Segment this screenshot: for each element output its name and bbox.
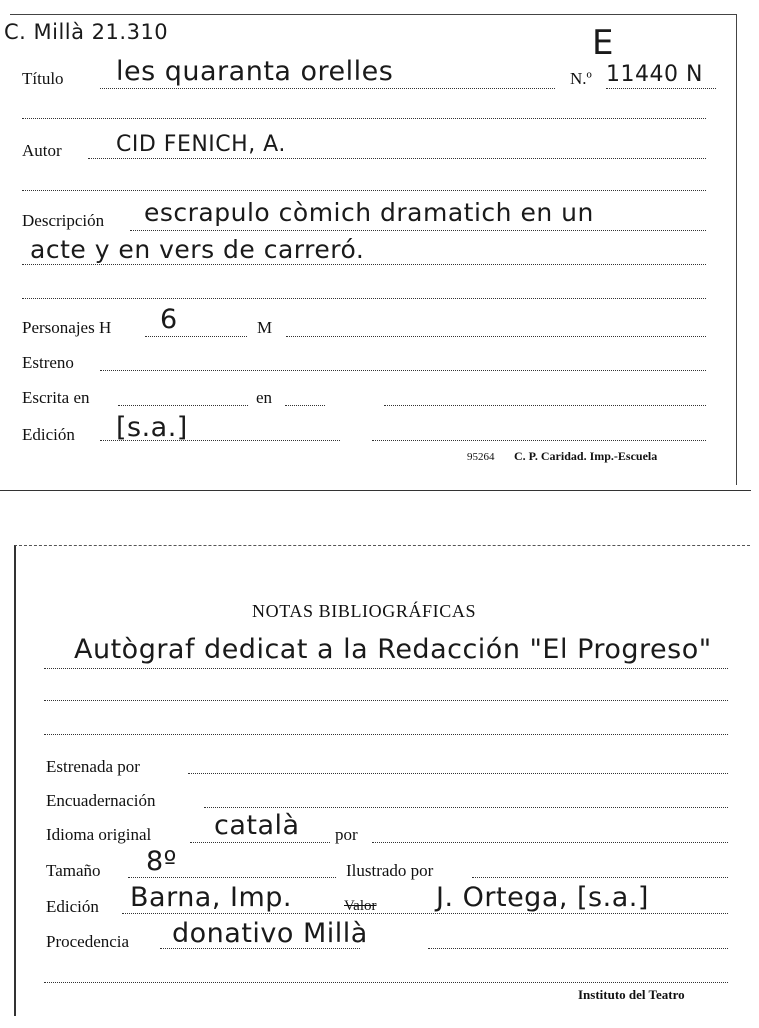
idioma-por-label: por — [335, 825, 358, 844]
notas-line-2 — [44, 700, 728, 701]
descripcion-value-2: acte y en vers de carreró. — [30, 235, 365, 264]
notas-line-1 — [44, 668, 728, 669]
encuadernacion-label: Encuadernación — [46, 791, 156, 810]
edicion2-line — [122, 913, 728, 914]
corner-note: C. Millà 21.310 — [4, 20, 169, 44]
notas-value: Autògraf dedicat a la Redacción "El Progreso" — [74, 634, 712, 665]
estrenada-line — [188, 773, 728, 774]
escrita-en-label: en — [256, 388, 273, 407]
blank-line — [44, 982, 728, 983]
ilustrado-label: Ilustrado por — [346, 861, 434, 880]
descripcion-line — [130, 230, 706, 231]
descripcion-value-1: escrapulo còmich dramatich en un — [144, 198, 594, 227]
printer-number: 95264 — [467, 451, 495, 463]
procedencia-label: Procedencia — [46, 932, 130, 951]
blank-line — [22, 118, 706, 119]
edicion2-value-a: Barna, Imp. — [130, 882, 293, 913]
idioma-por-line — [372, 842, 728, 843]
tamano-label: Tamaño — [46, 861, 101, 880]
footer-institution: Instituto del Teatro — [578, 987, 685, 1002]
edicion-value: [s.a.] — [116, 412, 188, 443]
personajes-h-line — [145, 336, 247, 337]
numero-line — [606, 88, 716, 89]
descripcion-label: Descripción — [22, 211, 105, 230]
idioma-line — [190, 842, 330, 843]
blank-line — [22, 190, 706, 191]
card-divider — [0, 490, 751, 491]
autor-line — [88, 158, 706, 159]
titulo-line — [100, 88, 555, 89]
printer-imprint: C. P. Caridad. Imp.-Escuela — [514, 449, 658, 463]
edicion-line-2 — [372, 440, 706, 441]
estreno-line — [100, 370, 706, 371]
escrita-en-line — [285, 405, 325, 406]
edicion-label: Edición — [22, 425, 75, 444]
personajes-label: Personajes H — [22, 318, 112, 337]
edicion2-strikethrough: Valor — [344, 898, 377, 914]
tamano-line — [128, 877, 336, 878]
top-mark: E — [592, 23, 614, 63]
estreno-label: Estreno — [22, 353, 74, 372]
procedencia-value: donativo Millà — [172, 918, 368, 949]
blank-line — [22, 298, 706, 299]
autor-label: Autor — [22, 141, 62, 160]
numero-label: N.º — [570, 69, 592, 88]
escrita-line — [118, 405, 248, 406]
idioma-value: català — [214, 810, 300, 841]
autor-value: CID FENICH, A. — [116, 132, 286, 157]
ilustrado-line — [472, 877, 728, 878]
idioma-label: Idioma original — [46, 825, 152, 844]
estrenada-label: Estrenada por — [46, 757, 140, 776]
edicion2-value-b: J. Ortega, [s.a.] — [436, 882, 649, 913]
personajes-h-value: 6 — [160, 304, 178, 335]
personajes-m-line — [286, 336, 706, 337]
escrita-label: Escrita en — [22, 388, 90, 407]
descripcion-line-2 — [22, 264, 706, 265]
edicion2-label: Edición — [46, 897, 99, 916]
notas-line-3 — [44, 734, 728, 735]
tamano-value: 8º — [146, 846, 177, 877]
procedencia-line-2 — [428, 948, 728, 949]
notas-header: NOTAS BIBLIOGRÁFICAS — [252, 601, 477, 621]
personajes-m-label: M — [257, 318, 273, 337]
titulo-label: Título — [22, 69, 64, 88]
encuadernacion-line — [204, 807, 728, 808]
escrita-en-line-2 — [384, 405, 706, 406]
titulo-value: les quaranta orelles — [116, 56, 394, 87]
numero-value: 11440 N — [606, 62, 703, 87]
